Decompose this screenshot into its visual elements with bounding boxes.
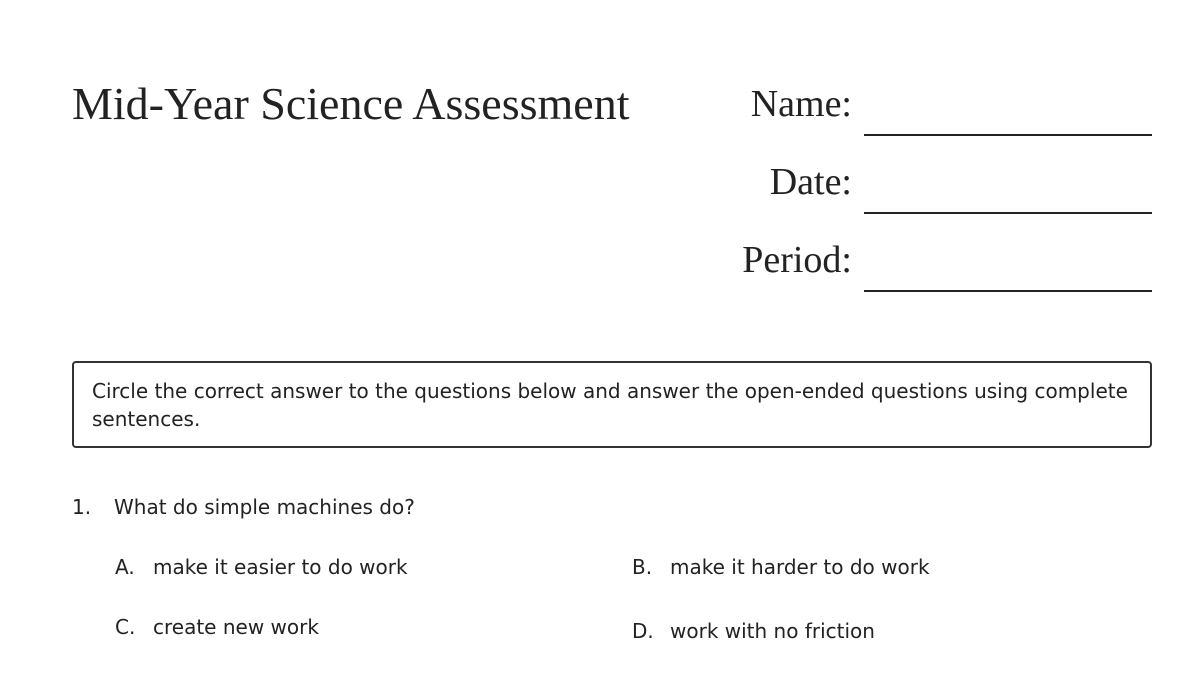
- option-text: make it easier to do work: [153, 555, 408, 579]
- option-letter: C.: [115, 615, 136, 639]
- option-a[interactable]: [115, 552, 408, 582]
- option-text: make it harder to do work: [670, 555, 930, 579]
- option-c[interactable]: [115, 612, 319, 642]
- period-field-row: [700, 234, 1152, 290]
- option-letter: B.: [632, 555, 653, 579]
- name-field-row: [700, 78, 1152, 134]
- question-text: What do simple machines do?: [114, 495, 415, 519]
- option-d[interactable]: [632, 616, 875, 646]
- option-b[interactable]: [632, 552, 930, 582]
- option-text: create new work: [153, 615, 319, 639]
- page-title: Mid-Year Science Assessment: [72, 78, 630, 129]
- question-number: 1.: [72, 495, 92, 519]
- date-blank-line[interactable]: [864, 212, 1152, 214]
- option-letter: A.: [115, 555, 135, 579]
- instructions-box: [72, 361, 1152, 448]
- period-blank-line[interactable]: [864, 290, 1152, 292]
- name-blank-line[interactable]: [864, 134, 1152, 136]
- date-label: Date:: [769, 161, 852, 203]
- period-label: Period:: [742, 239, 852, 281]
- instructions-text: Circle the correct answer to the questions below and answer the open-ended questions using complete sentences.: [92, 379, 1128, 431]
- option-letter: D.: [632, 619, 654, 643]
- option-text: work with no friction: [670, 619, 875, 643]
- question-1: [72, 492, 415, 522]
- name-label: Name:: [750, 83, 852, 125]
- date-field-row: [700, 156, 1152, 212]
